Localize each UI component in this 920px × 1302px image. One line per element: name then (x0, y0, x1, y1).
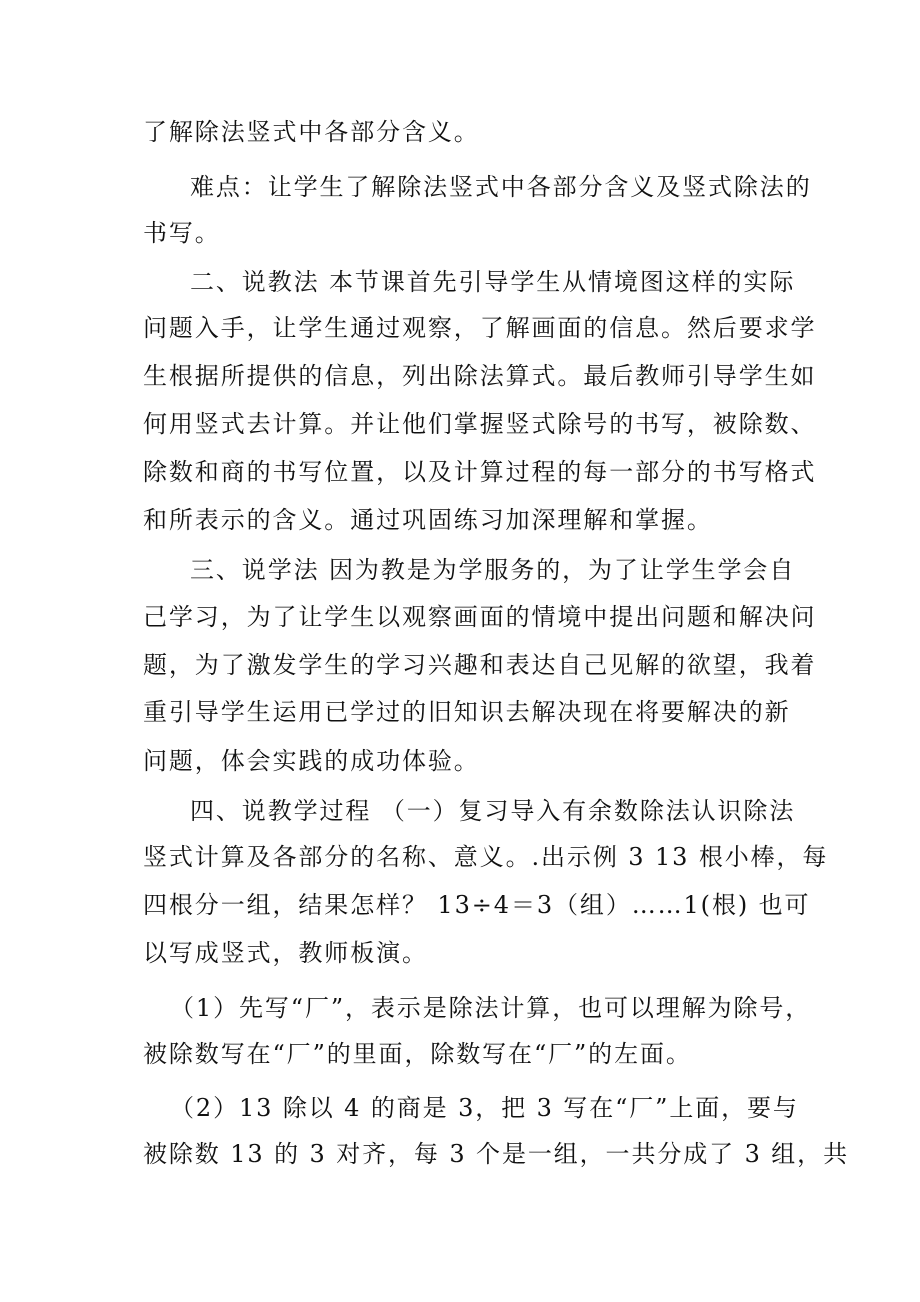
text-line: （1）先写“厂”，表示是除法计算，也可以理解为除号， (170, 994, 812, 1022)
text-line: 难点：让学生了解除法竖式中各部分含义及竖式除法的 (190, 173, 812, 201)
text-line: （2）13 除以 4 的商是 3，把 3 写在“厂”上面，要与 (170, 1094, 799, 1122)
text-line: 三、说学法 因为教是为学服务的，为了让学生学会自 (190, 556, 796, 584)
text-line: 和所表示的含义。通过巩固练习加深理解和掌握。 (143, 506, 713, 534)
text-line: 题，为了激发学生的学习兴趣和表达自己见解的欲望，我着 (143, 651, 817, 679)
text-line: 何用竖式去计算。并让他们掌握竖式除号的书写，被除数、 (143, 410, 817, 438)
text-line: 四、说教学过程 （一）复习导入有余数除法认识除法 (190, 797, 796, 825)
text-line: 问题入手，让学生通过观察，了解画面的信息。然后要求学 (143, 314, 817, 342)
text-line: 生根据所提供的信息，列出除法算式。最后教师引导学生如 (143, 362, 817, 390)
text-line: 以写成竖式，教师板演。 (143, 939, 428, 967)
text-line: 重引导学生运用已学过的旧知识去解决现在将要解决的新 (143, 698, 791, 726)
text-line: 除数和商的书写位置，以及计算过程的每一部分的书写格式 (143, 458, 817, 486)
text-line: 问题，体会实践的成功体验。 (143, 747, 480, 775)
text-line: 四根分一组，结果怎样？ 13÷4＝3（组）……1(根) 也可 (143, 891, 811, 919)
text-line: 了解除法竖式中各部分含义。 (143, 118, 480, 146)
text-line: 被除数写在“厂”的里面，除数写在“厂”的左面。 (143, 1040, 692, 1068)
text-line: 被除数 13 的 3 对齐，每 3 个是一组，一共分成了 3 组，共 (143, 1140, 849, 1168)
text-line: 二、说教法 本节课首先引导学生从情境图这样的实际 (190, 268, 796, 296)
text-line: 书写。 (143, 219, 221, 247)
text-line: 己学习，为了让学生以观察画面的情境中提出问题和解决问 (143, 603, 817, 631)
text-line: 竖式计算及各部分的名称、意义。.出示例 3 13 根小棒，每 (143, 843, 829, 871)
